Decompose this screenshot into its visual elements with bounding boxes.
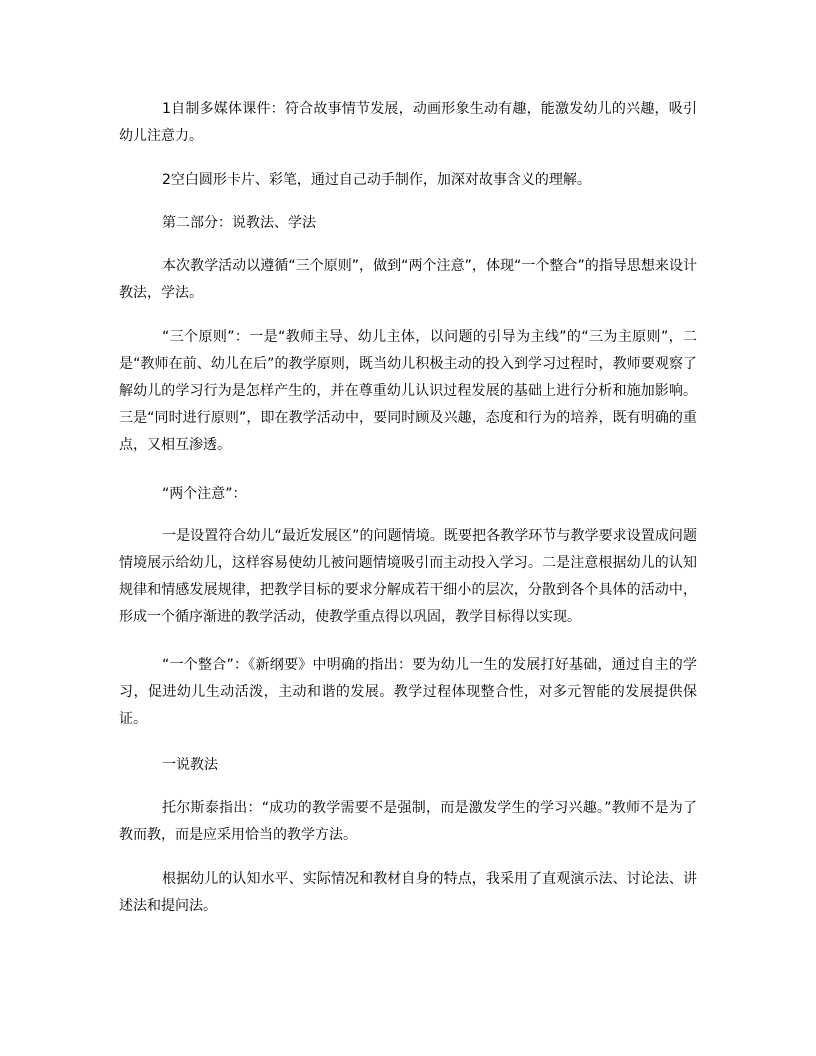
paragraph-materials-1: 1自制多媒体课件：符合故事情节发展，动画形象生动有趣，能激发幼儿的兴趣，吸引幼儿注意力。 bbox=[119, 101, 697, 144]
section-heading-teaching-method: 一说教法 bbox=[162, 757, 218, 773]
paragraph-intro: 本次教学活动以遵循“三个原则”，做到“两个注意”，体现“一个整合”的指导思想来设计教法，学法。 bbox=[119, 258, 697, 301]
paragraph-two-notes: 一是设置符合幼儿“最近发展区”的问题情境。既要把各教学环节与教学要求设置成问题情境展示给幼儿，这样容易使幼儿被问题情境吸引而主动投入学习。二是注意根据幼儿的认知规律和情感发展规律，把教学目标的要求分解成若干细小的层次，分散到各个具体的活动中，形成一个循序渐进的教学活动，使教学重点得以巩固，教学目标得以实现。 bbox=[119, 528, 697, 625]
section-heading-part-two: 第二部分：说教法、学法 bbox=[162, 215, 316, 231]
paragraph-tolstoy-quote: 托尔斯泰指出：“成功的教学需要不是强制，而是激发学生的学习兴趣。”教师不是为了教而教，而是应采用恰当的教学方法。 bbox=[119, 800, 697, 843]
paragraph-one-integration: “一个整合”：《新纲要》中明确的指出：要为幼儿一生的发展打好基础，通过自主的学习，促进幼儿生动活泼，主动和谐的发展。教学过程体现整合性，对多元智能的发展提供保证。 bbox=[119, 657, 697, 727]
paragraph-materials-2: 2空白圆形卡片、彩笔，通过自己动手制作，加深对故事含义的理解。 bbox=[162, 172, 591, 188]
paragraph-two-notes-heading: “两个注意”： bbox=[162, 486, 247, 502]
paragraph-three-principles: “三个原则”：一是“教师主导、幼儿主体，以问题的引导为主线”的“三为主原则”，二是“教师在前、幼儿在后”的教学原则，既当幼儿积极主动的投入到学习过程时，教师要观察了解幼儿的学习行为是怎样产生的，并在尊重幼儿认识过程发展的基础上进行分析和施加影响。三是“同时进行原则”，即在教学活动中，要同时顾及兴趣，态度和行为的培养，既有明确的重点，又相互渗透。 bbox=[119, 329, 697, 453]
paragraph-methods: 根据幼儿的认知水平、实际情况和教材自身的特点，我采用了直观演示法、讨论法、讲述法和提问法。 bbox=[119, 871, 697, 914]
